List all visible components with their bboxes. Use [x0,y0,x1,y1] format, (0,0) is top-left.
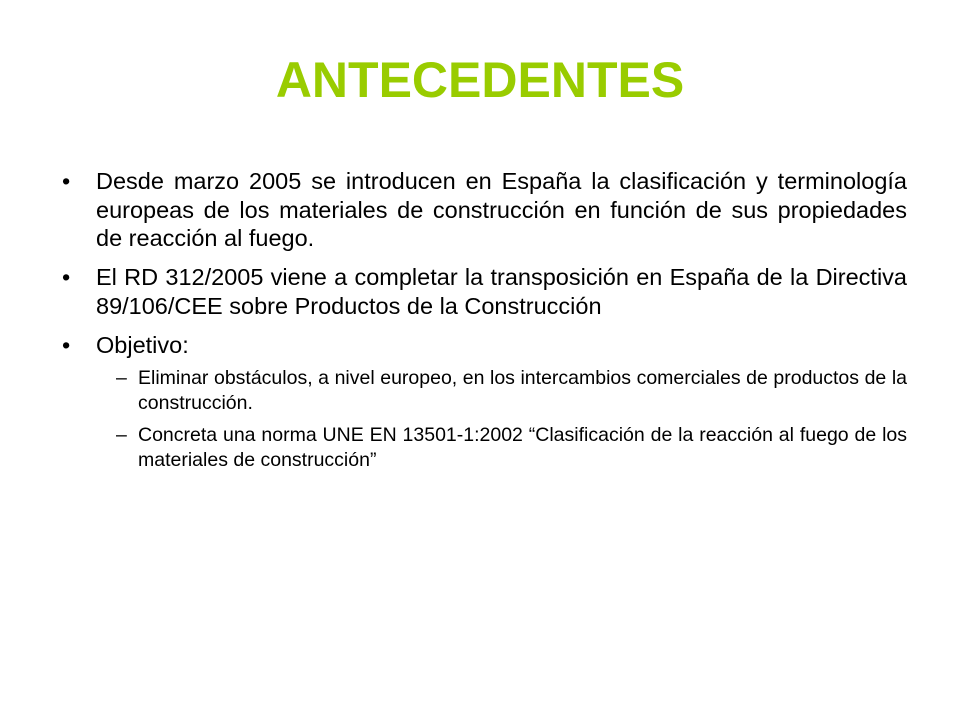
dash-icon: – [116,424,127,447]
bullet-text: Objetivo: [96,331,189,358]
bullet-list [62,167,907,472]
sub-bullet-item [96,423,907,472]
bullet-item [62,263,907,320]
sub-bullet-text: Eliminar obstáculos, a nivel europeo, en los intercambios comerciales de productos de la construcción. [138,367,907,414]
bullet-item [62,167,907,253]
sub-bullet-text: Concreta una norma UNE EN 13501-1:2002 “Clasificación de la reacción al fuego de los materiales de construcción” [138,424,907,471]
bullet-dot-icon: • [62,331,71,358]
bullet-text: El RD 312/2005 viene a completar la transposición en España de la Directiva 89/106/CEE sobre Productos de la Construcción [96,264,907,319]
dash-icon: – [116,367,127,390]
bullet-text: Desde marzo 2005 se introducen en España la clasificación y terminología europeas de los materiales de construcción en función de sus propiedades de reacción al fuego. [96,168,907,252]
slide-title: ANTECEDENTES [275,52,685,108]
sub-bullet-list [96,366,907,472]
slide-content [62,167,907,482]
bullet-item [62,331,907,473]
bullet-dot-icon: • [62,264,71,291]
sub-bullet-item [96,366,907,415]
bullet-dot-icon: • [62,168,71,194]
